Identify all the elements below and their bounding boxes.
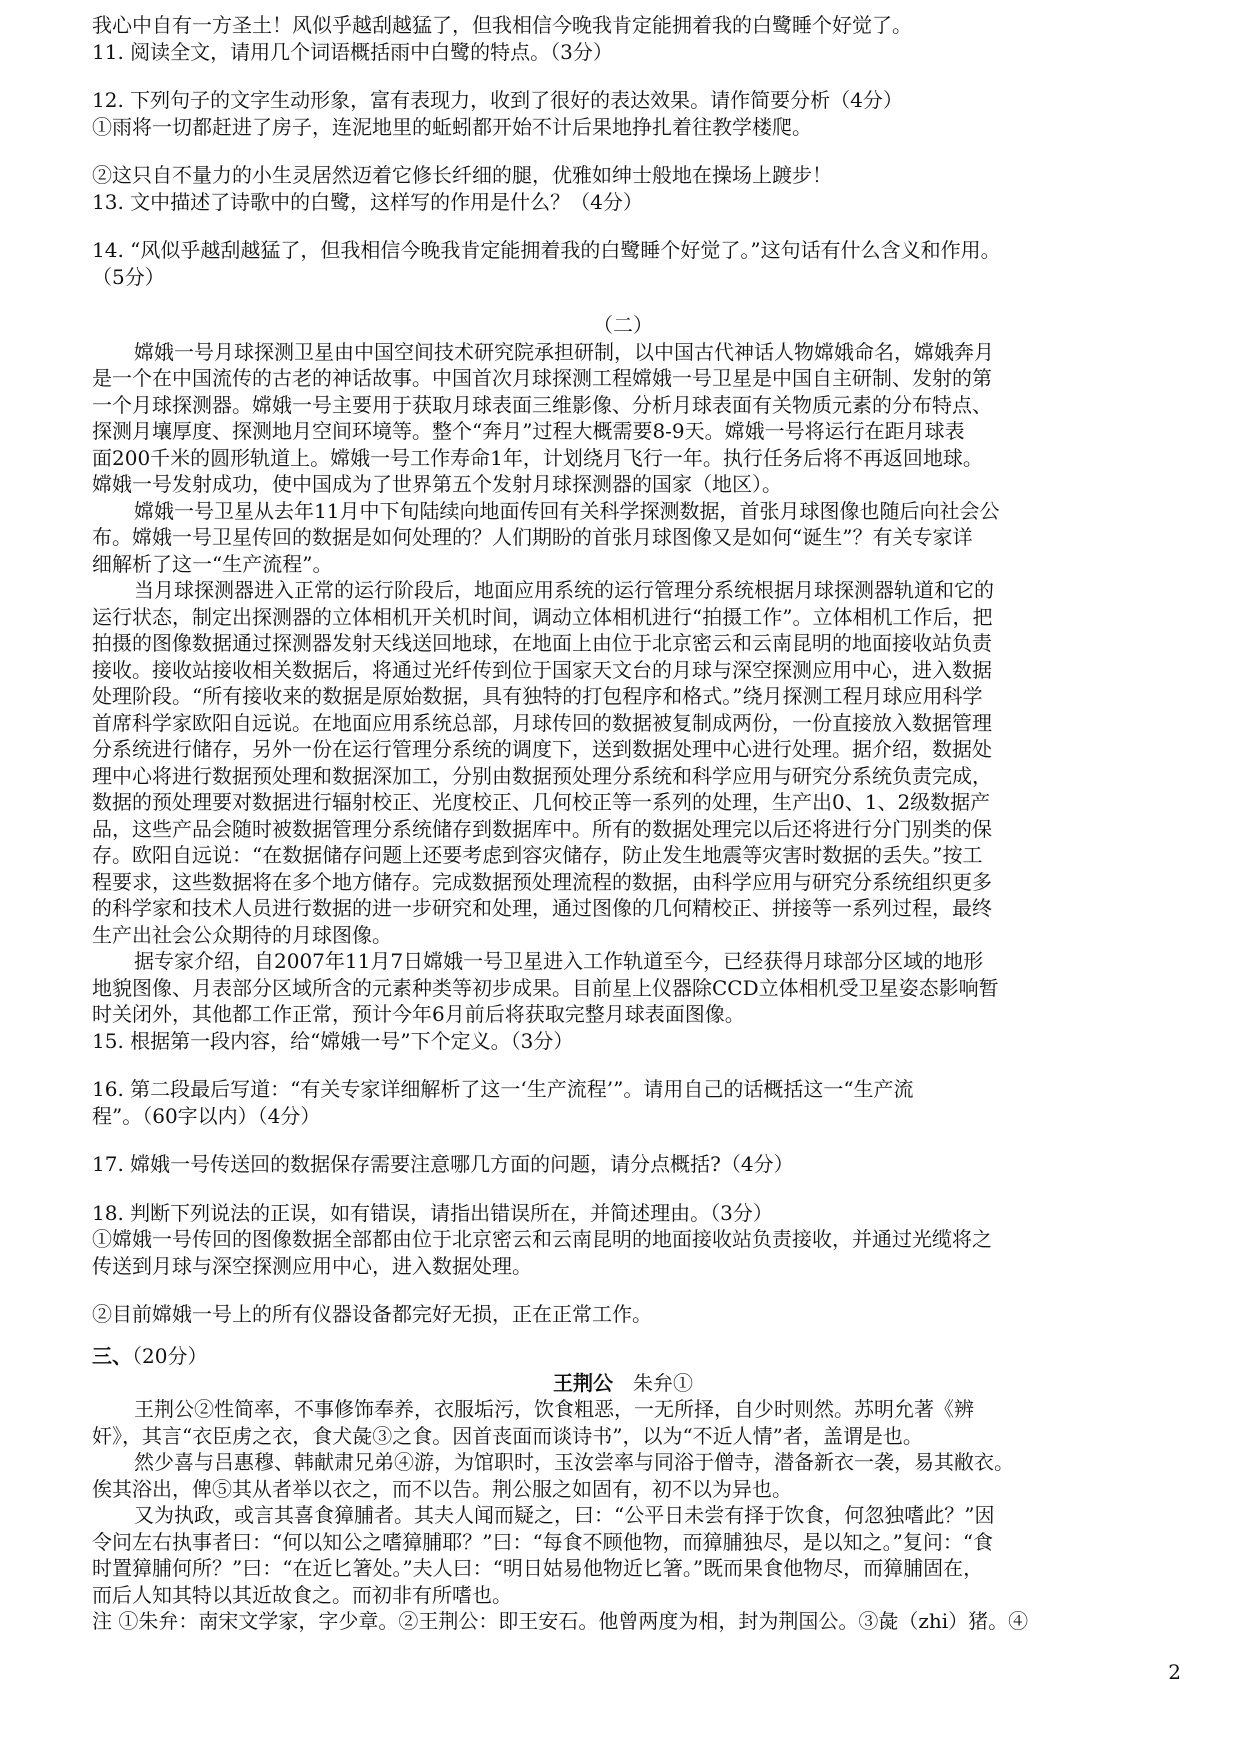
- question-17: 17. 嫦娥一号传送回的数据保存需要注意哪几方面的问题，请分点概括?（4分）: [92, 1152, 794, 1176]
- text-line: 数据的预处理要对数据进行辐射校正、光度校正、几何校正等一系列的处理，生产出0、1、2级数据产: [92, 790, 991, 814]
- text-line: 又为执政，或言其喜食獐脯者。其夫人闻而疑之，曰：“公平日未尝有择于饮食，何忽独嗜此？”因: [134, 1503, 995, 1527]
- text-line: 布。嫦娥一号卫星传回的数据是如何处理的？人们期盼的首张月球图像又是如何“诞生”？有关专家详: [92, 525, 973, 549]
- text-line: 嫦娥一号发射成功，使中国成为了世界第五个发射月球探测器的国家（地区）。: [92, 472, 782, 496]
- question-15: 15. 根据第一段内容，给“嫦娥一号”下个定义。（3分）: [92, 1028, 574, 1053]
- text-line: 令问左右执事者曰：“何以知公之嗜獐脯耶？”曰：“每食不顾他物，而獐脯独尽，是以知之。”复问：“食: [92, 1529, 994, 1554]
- text-line: 而后人知其特以其近故食之。而初非有所嗜也。: [92, 1582, 512, 1607]
- part1-questions: [92, 12, 1154, 290]
- question-13: 13. 文中描述了诗歌中的白鹭，这样写的作用是什么？（4分）: [92, 189, 643, 214]
- text-line: 拍摄的图像数据通过探测器发射天线送回地球，在地面上由位于北京密云和云南昆明的地面接收站负责: [92, 631, 992, 655]
- text-line: 处理阶段。“所有接收来的数据是原始数据，具有独特的打包程序和格式。”绕月探测工程月球应用科学: [92, 684, 983, 708]
- text-line: 当月球探测器进入正常的运行阶段后，地面应用系统的运行管理分系统根据月球探测器轨道和它的: [134, 578, 994, 602]
- text-line: 运行状态，制定出探测器的立体相机开关机时间，调动立体相机进行“拍摄工作”。立体相机工作后，把: [92, 604, 993, 629]
- text-line: 奸》，其言“衣臣虏之衣，食犬彘③之食。因首丧面而谈诗书”，以为“不近人情”者，盖谓是也。: [92, 1423, 923, 1448]
- text-line: 王荆公②性简率，不事修饰奉养，衣服垢污，饮食粗恶，一无所择，自少时则然。苏明允著《辨: [134, 1397, 974, 1421]
- part3-classical: [92, 1342, 1154, 1635]
- classical-paragraph-2: [92, 1449, 1154, 1502]
- text-line: 嫦娥一号卫星从去年11月中下旬陆续向地面传回有关科学探测数据，首张月球图像也随后向社会公: [134, 498, 1000, 523]
- question-18-item-2: ②目前嫦娥一号上的所有仪器设备都完好无损，正在正常工作。: [92, 1302, 652, 1326]
- text-line: 面200千米的圆形轨道上。嫦娥一号工作寿命1年，计划绕月飞行一年。执行任务后将不再返回地球。: [92, 445, 983, 470]
- text-line: 一个月球探测器。嫦娥一号主要用于获取月球表面三维影像、分析月球表面有关物质元素的分布特点、: [92, 392, 992, 417]
- section-header: [92, 1342, 1154, 1370]
- paragraph-2: [92, 498, 1154, 578]
- passage-author: 朱弁①: [633, 1370, 693, 1395]
- part2-questions: [92, 1028, 1154, 1328]
- paragraph-1: [92, 339, 1154, 498]
- question-18-item-1-cont: 传送到月球与深空探测应用中心，进入数据处理。: [92, 1253, 532, 1278]
- text-line: 品，这些产品会随时被数据管理分系统储存到数据库中。所有的数据处理完以后还将进行分门别类的保: [92, 816, 992, 841]
- section-score: （20分）: [132, 1343, 208, 1368]
- text-line: 分系统进行储存，另外一份在运行管理分系统的调度下，送到数据处理中心进行处理。据介绍，数据处: [92, 737, 992, 761]
- question-11: 11. 阅读全文，请用几个词语概括雨中白鹭的特点。（3分）: [92, 39, 613, 64]
- text-line: 时置獐脯何所？”曰：“在近匕箸处。”夫人曰：“明日姑易他物近匕箸。”既而果食他物尽，而獐脯固在，: [92, 1556, 984, 1580]
- text-line: 的科学家和技术人员进行数据的进一步研究和处理，通过图像的几何精校正、拼接等一系列过程，最终: [92, 896, 992, 920]
- text-line: 嫦娥一号月球探测卫星由中国空间技术研究院承担研制，以中国古代神话人物嫦娥命名，嫦娥奔月: [134, 339, 994, 364]
- text-line: 生产出社会公众期待的月球图像。: [92, 922, 392, 947]
- text-line: 是一个在中国流传的古老的神话故事。中国首次月球探测工程嫦娥一号卫星是中国自主研制、发射的第: [92, 366, 992, 390]
- passage-title-line: [92, 1370, 1154, 1397]
- page-number: 2: [1168, 1660, 1181, 1684]
- part2-reading: [92, 312, 1154, 1328]
- text-line: 程要求，这些数据将在多个地方储存。完成数据预处理流程的数据，由科学应用与研究分系统组织更多: [92, 869, 992, 894]
- paragraph-4: [92, 948, 1154, 1028]
- text-line: 接收。接收站接收相关数据后，将通过光纤传到位于国家天文台的月球与深空探测应用中心，进入数据: [92, 657, 992, 682]
- question-12-sentence-1: ①雨将一切都赶进了房子，连泥地里的蚯蚓都开始不计后果地挣扎着往教学楼爬。: [92, 114, 812, 139]
- question-12: 12. 下列句子的文字生动形象，富有表现力，收到了很好的表达效果。请作简要分析（4分）: [92, 88, 903, 112]
- paragraph-3: [92, 577, 1154, 948]
- text-line: 俟其浴出，俾⑤其从者举以衣之，而不以告。荆公服之如固有，初不以为异也。: [92, 1476, 792, 1501]
- question-12-sentence-2: ②这只自不量力的小生灵居然迈着它修长纤细的腿，优雅如绅士般地在操场上踱步！: [92, 163, 832, 187]
- text-line: 首席科学家欧阳自远说。在地面应用系统总部，月球传回的数据被复制成两份，一份直接放入数据管理: [92, 710, 992, 735]
- footnote: 注 ①朱弁：南宋文学家，字少章。②王荆公：即王安石。他曾两度为相，封为荆国公。③彘（zhi）猪。④: [92, 1609, 1029, 1633]
- section-label: 三、: [92, 1343, 132, 1368]
- passage-title: 王荆公: [553, 1370, 613, 1395]
- question-16: 16. 第二段最后写道：“有关专家详细解析了这一‘生产流程’”。请用自己的话概括这一“生产流: [92, 1077, 914, 1101]
- text-line: 探测月壤厚度、探测地月空间环境等。整个“奔月”过程大概需要8-9天。嫦娥一号将运行在距月球表: [92, 419, 965, 443]
- question-18-item-1: ①嫦娥一号传回的图像数据全部都由位于北京密云和云南昆明的地面接收站负责接收，并通过光缆将之: [92, 1227, 992, 1251]
- question-16-cont: 程”。（60字以内）（4分）: [92, 1103, 321, 1128]
- text-line: 理中心将进行数据预处理和数据深加工，分别由数据预处理分系统和科学应用与研究分系统负责完成，: [92, 763, 992, 788]
- text-line: 然少喜与吕惠穆、韩献肃兄弟④游，为馆职时，玉汝尝率与同浴于僧寺，潜备新衣一袭，易其敝衣。: [134, 1450, 1014, 1474]
- question-14-score: （5分）: [92, 264, 165, 289]
- classical-paragraph-3: [92, 1502, 1154, 1608]
- text-line: 细解析了这一“生产流程”。: [92, 551, 333, 576]
- text-line: 时关闭外，其他都工作正常，预计今年6月前后将获取完整月球表面图像。: [92, 1002, 745, 1026]
- text-line: 据专家介绍，自2007年11月7日嫦娥一号卫星进入工作轨道至今，已经获得月球部分区域的地形: [134, 949, 984, 973]
- classical-paragraph-1: [92, 1396, 1154, 1449]
- exam-page: [92, 12, 1154, 1635]
- text-line: 地貌图像、月表部分区域所含的元素种类等初步成果。目前星上仪器除CCD立体相机受卫星姿态影响暂: [92, 975, 999, 1000]
- text-line: 我心中自有一方圣土！风似乎越刮越猛了，但我相信今晚我肯定能拥着我的白鹭睡个好觉了。: [92, 13, 912, 37]
- section-heading: （二）: [593, 313, 653, 337]
- text-line: 存。欧阳自远说：“在数据储存问题上还要考虑到容灾储存，防止发生地震等灾害时数据的丢失。”按工: [92, 843, 983, 867]
- question-18: 18. 判断下列说法的正误，如有错误，请指出错误所在，并简述理由。（3分）: [92, 1200, 773, 1225]
- question-14: 14. “风似乎越刮越猛了，但我相信今晚我肯定能拥着我的白鹭睡个好觉了。”这句话有什么含义和作用。: [92, 238, 1001, 262]
